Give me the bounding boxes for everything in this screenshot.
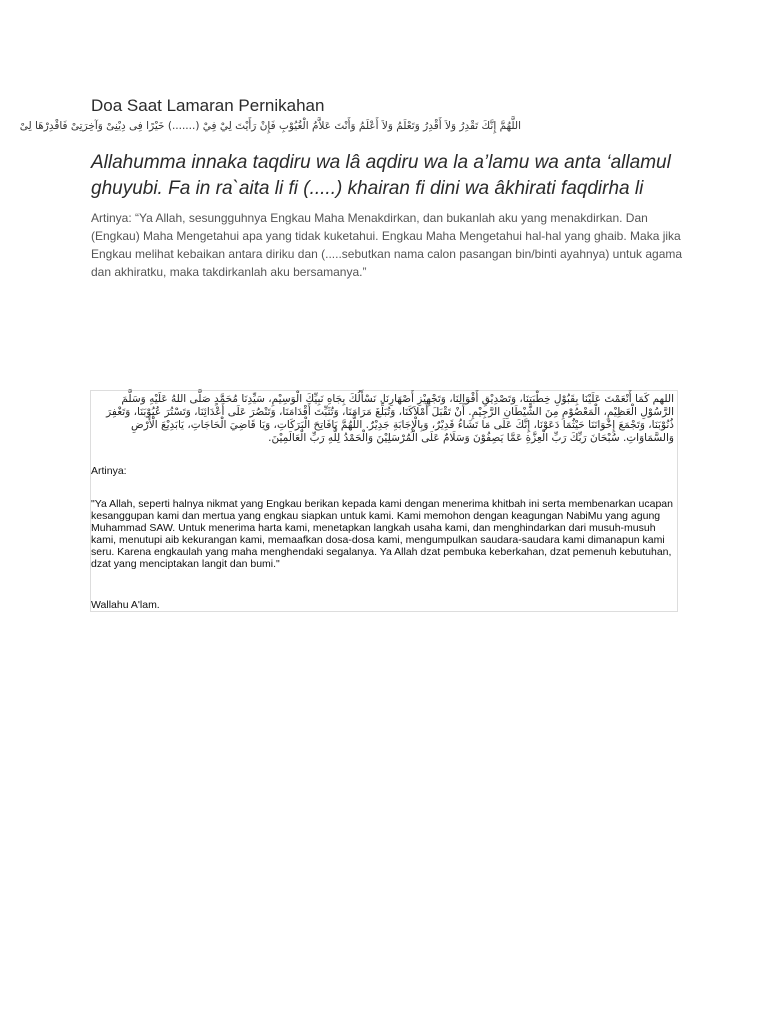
prayer-box: [90, 390, 678, 612]
closing-text: Wallahu A'lam.: [91, 599, 160, 611]
artinya-label: Artinya:: [91, 465, 127, 477]
arabic-prayer-1: اللَّهُمَّ إِنَّكَ تَقْدِرُ وَلاَ أَقْدِرُ وَتَعْلَمُ وَلاَ أَعْلَمُ وَأَنْتَ عَلاَّمُ الْغُيُوْبِ فَإِنْ رَأَيْتَ لِيْ فِيْ (.......) خَيْرًا فِى دِيْنِىْ وَآخِرَتِىْ فَاقْدِرْهَا لِىْ: [19, 120, 521, 132]
translation-text: Artinya: “Ya Allah, sesungguhnya Engkau Maha Menakdirkan, dan bukanlah aku yang menakdirkan. Dan (Engkau) Maha Mengetahui apa yang tidak kuketahui. Engkau Maha Mengetahui hal-hal yang ghaib. Maka jika Engkau melihat kebaikan antara diriku dan (.....sebutkan nama calon pasangan bin/binti ayahnya) untuk agama dan akhiratku, maka takdirkanlah aku bersamanya.”: [91, 211, 683, 279]
page-title: Doa Saat Lamaran Pernikahan: [91, 96, 325, 115]
arabic-prayer-2: اللهم كَمَا أَنْعَمْتَ عَلَيْنَا بِقَبُوْلِ خِطْبَتِنَا، وَتَصْدِيْقِ أَقْوَالِنَا، وَتَجْهِيْزِ أَصْهَارِنَا. نَسْأَلُكَ بِجَاهِ نَبِيِّكَ الْوَسِيْمِ، سَيِّدِنَا مُحَمَّدٍ صَلَّى اللهُ عَلَيْهِ وَسَلَّمَ الرَّسُوْلِ الْعَظِيْمِ، الْمَعْصُوْمِ مِنَ الشَّيْطَانِ الرَّجِيْمِ. أَنْ تَقْبَلَ أَمْلاَكَنَا، وَتُبَلِّغَ مَرَامَنَا، وَتُثَبِّتَ أَقْدَامَنَا، وَتَنْصُرَ عَلَى أَعْدَائِنَا، وَتَسْتُرَ عُيُوْبَنَا، وَتَغْفِرَ ذُنُوْبَنَا، وَتَجْمَعَ إِخْوَانَنَا حَيْثُمَا دَعَوْنَا، إِنَّكَ عَلَى مَا تَشَاءُ قَدِيْرٌ، وَبِالْإِجَابَةِ جَدِيْرٌ. اللَّهُمَّ يَافَاتِحَ الْبَرَكَاتِ، وَيَا قَاضِيَ الْحَاجَاتِ، يَابَدِيْعَ الْأَرْضِ وَالسَّمَاوَاتِ. سُبْحَانَ رَبِّكَ رَبِّ الْعِزَّةِ عَمَّا يَصِفُوْنَ وَسَلَامٌ عَلَى الْمُرْسَلِيْنَ وَالْحَمْدُ لِلَّهِ رَبِّ الْعَالَمِيْنَ.: [106, 393, 674, 444]
transliteration-text: Allahumma innaka taqdiru wa lâ aqdiru wa la a’lamu wa anta ‘allamul ghuyubi. Fa in ra`aita li fi (.....) khairan fi dini wa âkhirati faqdirha li: [91, 152, 671, 199]
translation-quote: "Ya Allah, seperti halnya nikmat yang Engkau berikan kepada kami dengan menerima khitbah ini serta membenarkan ucapan kesanggupan kami dan mertua yang engkau siapkan untuk kami. Kami memohon dengan keagungan NabiMu yang agung Muhammad SAW. Untuk menerima harta kami, menetapkan langkah usaha kami, dan menghindarkan dari musuh-musuh kami, menutupi aib kekurangan kami, memaafkan dosa-dosa kami, mengumpulkan saudara-saudara kami dimanapun kami seru. Karena engkaulah yang maha menghendaki segalanya. Ya Allah dzat pembuka keberkahan, dzat pemenuh kebutuhan, dzat yang menciptakan langit dan bumi.": [91, 498, 673, 570]
